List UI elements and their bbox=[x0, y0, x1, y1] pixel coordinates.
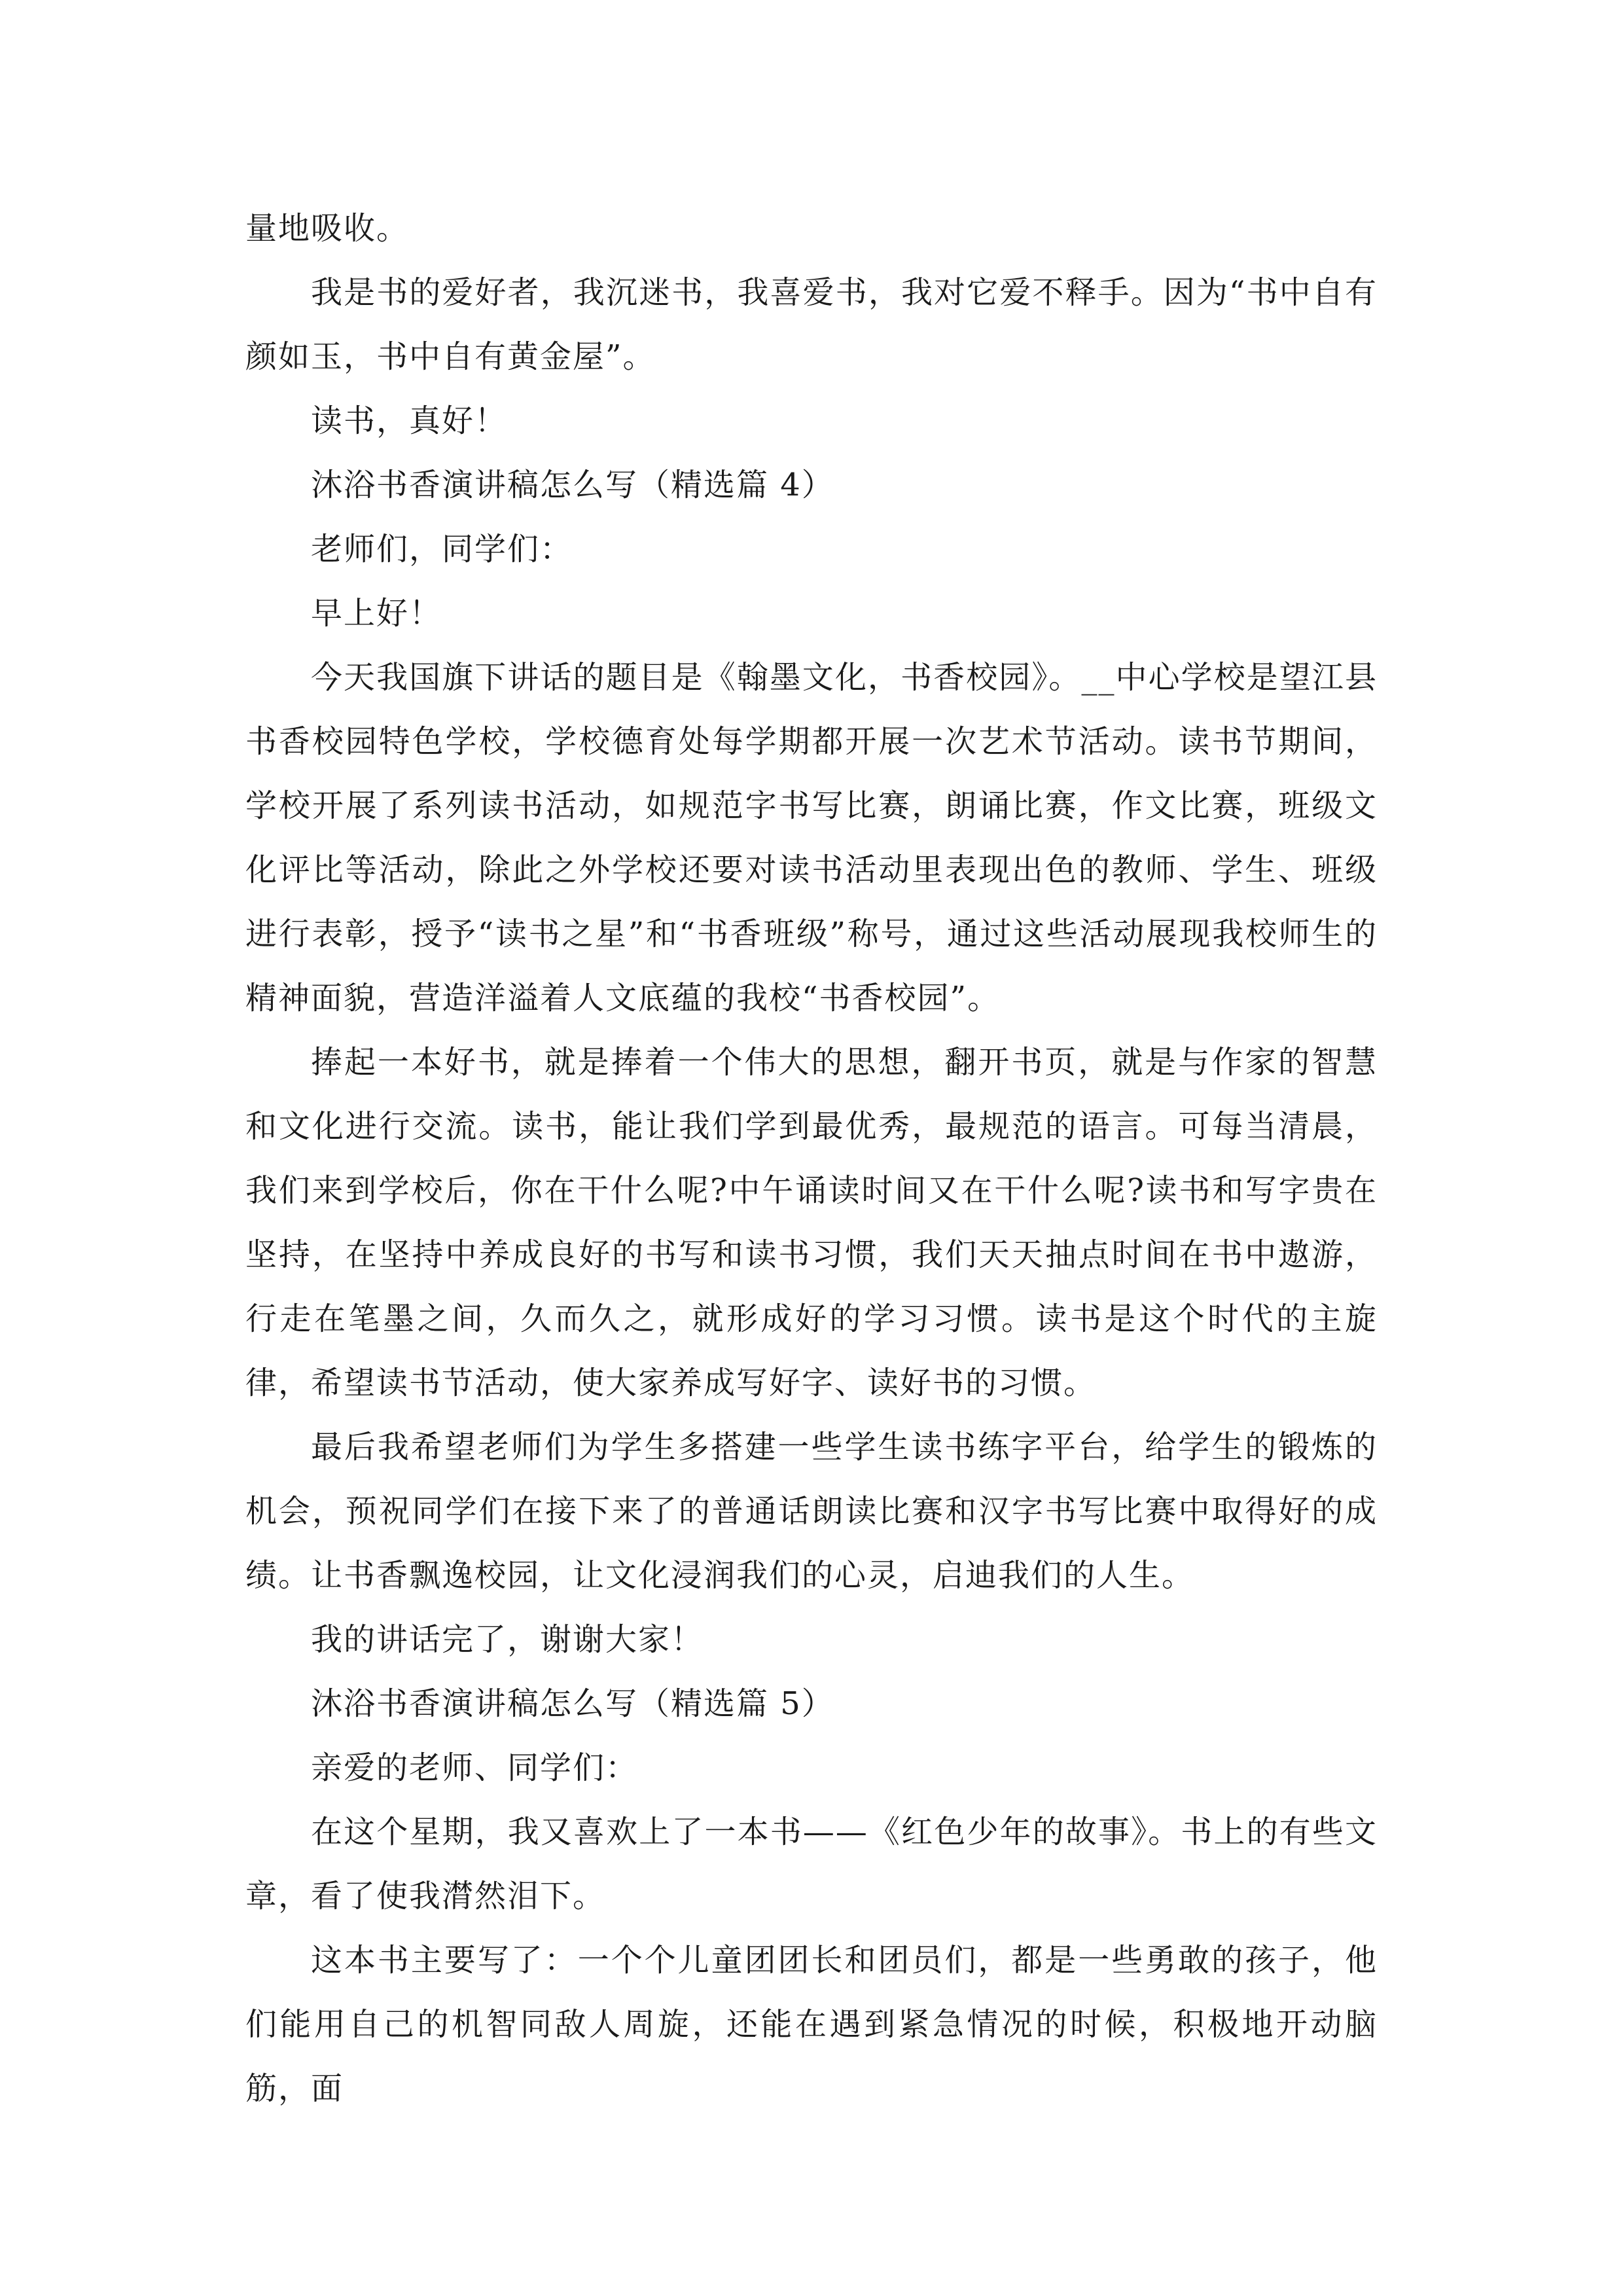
paragraph-salutation-4: 老师们，同学们： bbox=[311, 531, 573, 567]
paragraph-hope: 最后我希望老师们为学生多搭建一些学生读书练字平台，给学生的锻炼的机会，预祝同学们在接下来了的普通话朗读比赛和汉字书写比赛中取得好的成绩。让书香飘逸校园，让文化浸润我们的心灵，启迪我们的人生。 bbox=[245, 1429, 1378, 1594]
paragraph-continuation: 量地吸收。 bbox=[245, 210, 410, 247]
section-heading-4: 沐浴书香演讲稿怎么写（精选篇 4） bbox=[311, 467, 834, 503]
section-heading-5: 沐浴书香演讲稿怎么写（精选篇 5） bbox=[311, 1685, 834, 1722]
paragraph-book-summary: 这本书主要写了：一个个儿童团团长和团员们，都是一些勇敢的孩子，他们能用自己的机智同敌人周旋，还能在遇到紧急情况的时候，积极地开动脑筋，面 bbox=[245, 1942, 1378, 2107]
paragraph-salutation-5: 亲爱的老师、同学们： bbox=[311, 1749, 639, 1786]
paragraph-greeting: 早上好！ bbox=[311, 595, 442, 632]
paragraph-speech-topic: 今天我国旗下讲话的题目是《翰墨文化，书香校园》。__中心学校是望江县书香校园特色学校，学校德育处每学期都开展一次艺术节活动。读书节期间，学校开展了系列读书活动，如规范字书写比赛，朗诵比赛，作文比赛，班级文化评比等活动，除此之外学校还要对读书活动里表现出色的教师、学生、班级进行表彰，授予“读书之星”和“书香班级”称号，通过这些活动展现我校师生的精神面貌，营造洋溢着人文底蕴的我校“书香校园”。 bbox=[245, 659, 1378, 1016]
paragraph-book-lover: 我是书的爱好者，我沉迷书，我喜爱书，我对它爱不释手。因为“书中自有颜如玉，书中自有黄金屋”。 bbox=[245, 274, 1378, 375]
paragraph-reading-good: 读书，真好！ bbox=[311, 403, 508, 439]
paragraph-this-week: 在这个星期，我又喜欢上了一本书——《红色少年的故事》。书上的有些文章，看了使我潸然泪下。 bbox=[245, 1814, 1378, 1914]
paragraph-closing: 我的讲话完了，谢谢大家！ bbox=[311, 1621, 704, 1658]
paragraph-good-book: 捧起一本好书，就是捧着一个伟大的思想，翻开书页，就是与作家的智慧和文化进行交流。读书，能让我们学到最优秀，最规范的语言。可每当清晨，我们来到学校后，你在干什么呢?中午诵读时间又在干什么呢?读书和写字贵在坚持，在坚持中养成良好的书写和读书习惯，我们天天抽点时间在书中遨游，行走在笔墨之间，久而久之，就形成好的学习习惯。读书是这个时代的主旋律，希望读书节活动，使大家养成写好字、读好书的习惯。 bbox=[245, 1044, 1378, 1401]
document-body bbox=[245, 196, 1378, 2121]
